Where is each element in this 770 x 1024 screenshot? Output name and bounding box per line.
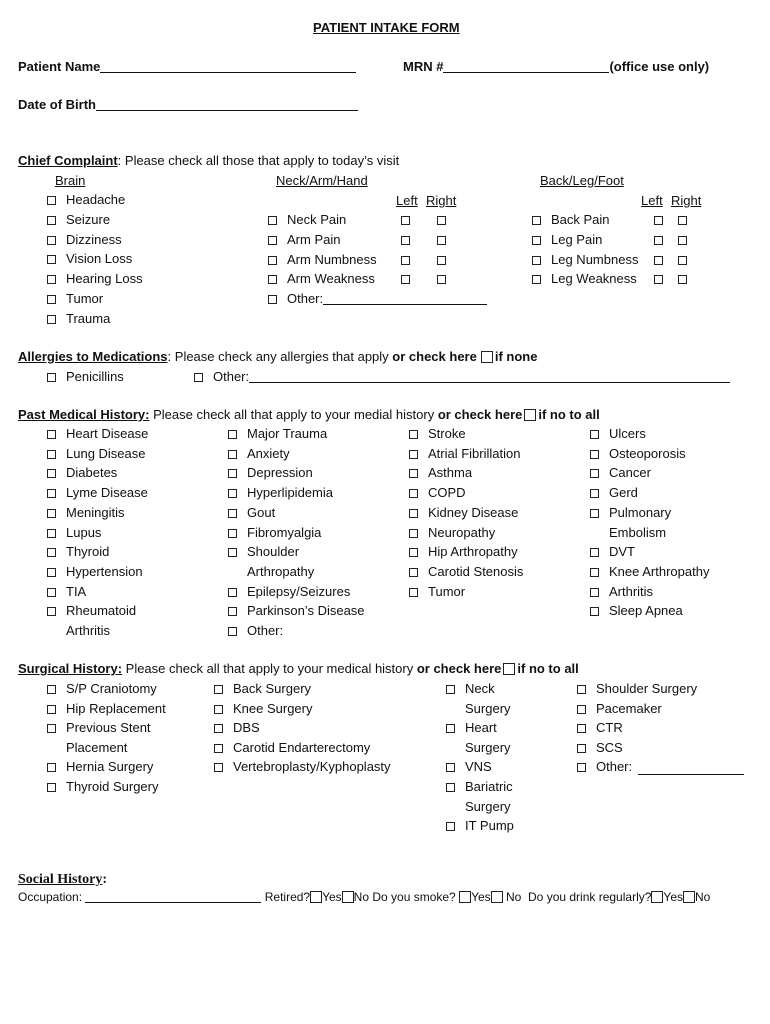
item-label: Headache	[66, 192, 126, 207]
pmh-item[interactable]	[47, 505, 125, 521]
checkbox[interactable]	[409, 588, 418, 597]
side-checkbox[interactable]	[678, 236, 687, 245]
item-label: Depression	[247, 465, 313, 481]
surgical-item[interactable]	[577, 701, 662, 717]
item-label: TIA	[66, 583, 87, 599]
item-label: Shoulder Surgery	[596, 681, 698, 696]
checkbox[interactable]	[590, 548, 599, 557]
item-label: Hernia Surgery	[66, 759, 154, 775]
checkbox[interactable]	[409, 450, 418, 459]
drink-no-checkbox[interactable]	[683, 891, 695, 903]
pmh-item[interactable]	[228, 544, 299, 560]
checkbox[interactable]	[214, 724, 223, 733]
checkbox[interactable]	[228, 469, 237, 478]
surgical-none-checkbox[interactable]	[503, 663, 515, 675]
item-label: Gout	[247, 504, 276, 520]
neck-item[interactable]	[268, 271, 375, 287]
checkbox[interactable]	[47, 295, 56, 304]
item-label: Arthritis	[66, 623, 111, 638]
item-label: Heart	[465, 720, 497, 736]
brain-item[interactable]	[47, 311, 110, 327]
pmh-item[interactable]	[590, 426, 646, 442]
pmh-item[interactable]	[228, 426, 327, 442]
surgical-item[interactable]	[214, 681, 311, 697]
form-title: PATIENT INTAKE FORM	[313, 20, 460, 35]
pmh-item[interactable]	[228, 505, 275, 521]
item-label: Lung Disease	[66, 445, 146, 461]
item-label: DVT	[609, 544, 635, 560]
pmh-item[interactable]	[228, 584, 350, 600]
checkbox[interactable]	[228, 450, 237, 459]
checkbox[interactable]	[47, 236, 56, 245]
pmh-item[interactable]	[47, 603, 136, 619]
surgical-item[interactable]	[446, 779, 513, 795]
item-label: Leg Weakness	[551, 271, 637, 287]
pmh-item	[228, 564, 314, 580]
pmh-item[interactable]	[590, 544, 635, 560]
checkbox[interactable]	[47, 548, 56, 557]
pmh-item[interactable]	[409, 426, 466, 442]
mrn-field[interactable]: MRN # (office use only)	[403, 59, 710, 74]
item-label: Stroke	[428, 426, 466, 441]
surgical-item	[446, 701, 511, 717]
item-label: Fibromyalgia	[247, 524, 322, 540]
side-checkbox[interactable]	[437, 275, 446, 284]
checkbox[interactable]	[268, 295, 277, 304]
item-label: Arthritis	[609, 583, 654, 599]
checkbox[interactable]	[47, 275, 56, 284]
neck-right-header: Right	[426, 193, 457, 208]
surgical-item[interactable]	[446, 681, 495, 697]
checkbox[interactable]	[214, 685, 223, 694]
item-label: Asthma	[428, 465, 473, 481]
pmh-item[interactable]	[590, 564, 709, 580]
brain-item[interactable]	[47, 291, 103, 307]
allergies-none-checkbox[interactable]	[481, 351, 493, 363]
item-label: Pulmonary	[609, 504, 672, 520]
checkbox[interactable]	[214, 763, 223, 772]
checkbox[interactable]	[590, 509, 599, 518]
back-item[interactable]	[532, 271, 637, 287]
item-label: COPD	[428, 485, 466, 501]
brain-item[interactable]	[47, 212, 110, 228]
checkbox[interactable]	[409, 548, 418, 557]
back-left-header: Left	[641, 193, 663, 208]
checkbox[interactable]	[47, 529, 56, 538]
item-label: Tumor	[428, 583, 466, 599]
item-label: Heart Disease	[66, 426, 149, 441]
checkbox[interactable]	[47, 568, 56, 577]
checkbox[interactable]	[577, 724, 586, 733]
item-label: Epilepsy/Seizures	[247, 583, 351, 599]
pmh-item[interactable]	[409, 465, 472, 481]
item-label: Arm Numbness	[287, 251, 377, 267]
checkbox[interactable]	[268, 275, 277, 284]
item-label: Arthropathy	[247, 563, 315, 579]
item-label: Surgery	[465, 739, 511, 755]
neck-left-header: Left	[396, 193, 418, 208]
item-label: Hyperlipidemia	[247, 485, 333, 501]
pmh-item[interactable]	[47, 525, 101, 541]
side-checkbox[interactable]	[401, 216, 410, 225]
item-label: Hearing Loss	[66, 271, 143, 287]
back-header: Back/Leg/Foot	[540, 173, 624, 188]
pmh-item[interactable]	[47, 485, 148, 501]
checkbox[interactable]	[590, 430, 599, 439]
checkbox[interactable]	[590, 450, 599, 459]
checkbox[interactable]	[268, 216, 277, 225]
checkbox[interactable]	[409, 430, 418, 439]
item-label: Anxiety	[247, 445, 290, 461]
item-label: Atrial Fibrillation	[428, 445, 521, 461]
item-label: Placement	[66, 739, 128, 755]
pmh-item[interactable]	[47, 446, 146, 462]
checkbox[interactable]	[47, 607, 56, 616]
item-label: Back Surgery	[233, 681, 312, 696]
checkbox[interactable]	[268, 256, 277, 265]
surgical-item[interactable]	[577, 740, 623, 756]
checkbox[interactable]	[532, 256, 541, 265]
checkbox[interactable]	[228, 588, 237, 597]
item-label: Rheumatoid	[66, 603, 137, 619]
checkbox[interactable]	[47, 315, 56, 324]
smoke-no-checkbox[interactable]	[491, 891, 503, 903]
brain-item[interactable]	[47, 232, 122, 248]
brain-item[interactable]	[47, 251, 132, 267]
side-checkbox[interactable]	[654, 256, 663, 265]
item-label: Hip Arthropathy	[428, 544, 518, 560]
item-label: Arm Weakness	[287, 271, 375, 287]
pmh-item[interactable]	[409, 544, 518, 560]
item-label: Meningitis	[66, 504, 125, 520]
item-label: Trauma	[66, 310, 111, 326]
pmh-item[interactable]	[409, 525, 495, 541]
pmh-item[interactable]	[409, 584, 465, 600]
surgical-item[interactable]	[47, 779, 158, 795]
checkbox[interactable]	[532, 275, 541, 284]
checkbox[interactable]	[409, 568, 418, 577]
social-row: Occupation: Retired? Yes No Do you smoke? Yes No Do you drink regularly? Yes No	[18, 890, 711, 904]
surgical-item	[446, 799, 511, 815]
back-right-header: Right	[671, 193, 702, 208]
checkbox[interactable]	[228, 430, 237, 439]
checkbox[interactable]	[590, 568, 599, 577]
checkbox[interactable]	[446, 783, 455, 792]
surgical-item[interactable]	[446, 720, 497, 736]
checkbox[interactable]	[228, 607, 237, 616]
neck-item[interactable]	[268, 252, 377, 268]
checkbox[interactable]	[47, 216, 56, 225]
item-label: Surgery	[465, 700, 511, 716]
side-checkbox[interactable]	[678, 275, 687, 284]
pmh-none-checkbox[interactable]	[524, 409, 536, 421]
patient-name-field[interactable]: Patient Name	[18, 59, 356, 75]
item-label: CTR	[596, 720, 623, 736]
pmh-item[interactable]	[228, 465, 313, 481]
item-label: Hip Replacement	[66, 700, 166, 716]
pmh-heading: Past Medical History: Please check all that apply to your medial history or check here if no to all	[18, 407, 600, 422]
surgical-item[interactable]	[446, 759, 492, 775]
item-label: Sleep Apnea	[609, 603, 683, 619]
checkbox[interactable]	[228, 509, 237, 518]
item-label: Vertebroplasty/Kyphoplasty	[233, 759, 391, 775]
social-heading: Social History:	[18, 872, 108, 887]
checkbox[interactable]	[409, 509, 418, 518]
checkbox[interactable]	[228, 548, 237, 557]
pmh-item[interactable]	[409, 505, 518, 521]
checkbox[interactable]	[47, 469, 56, 478]
side-checkbox[interactable]	[437, 236, 446, 245]
brain-header: Brain	[55, 173, 86, 188]
checkbox[interactable]	[228, 489, 237, 498]
item-label: Major Trauma	[247, 426, 328, 441]
retired-yes-checkbox[interactable]	[310, 891, 322, 903]
checkbox[interactable]	[47, 430, 56, 439]
occupation-field[interactable]	[85, 890, 261, 903]
item-label: Other:	[596, 759, 633, 775]
pmh-item[interactable]	[228, 446, 290, 462]
pmh-item[interactable]	[47, 426, 148, 442]
pmh-item[interactable]	[590, 465, 651, 481]
side-checkbox[interactable]	[437, 216, 446, 225]
item-label: Other:	[247, 623, 284, 638]
retired-no-checkbox[interactable]	[342, 891, 354, 903]
checkbox[interactable]	[409, 469, 418, 478]
side-checkbox[interactable]	[654, 236, 663, 245]
pmh-item[interactable]	[590, 584, 653, 600]
item-label: S/P Craniotomy	[66, 681, 157, 696]
brain-item[interactable]	[47, 271, 143, 287]
item-label: Knee Arthropathy	[609, 563, 710, 579]
checkbox[interactable]	[47, 196, 56, 205]
checkbox[interactable]	[577, 705, 586, 714]
allergy-other[interactable]: Other:	[194, 369, 730, 385]
side-checkbox[interactable]	[654, 216, 663, 225]
checkbox[interactable]	[47, 450, 56, 459]
side-checkbox[interactable]	[678, 256, 687, 265]
checkbox[interactable]	[47, 373, 56, 382]
item-label: Neck	[465, 681, 495, 696]
checkbox[interactable]	[590, 489, 599, 498]
surgical-item[interactable]	[47, 759, 153, 775]
item-label: Hypertension	[66, 563, 143, 579]
pmh-item[interactable]	[47, 544, 109, 560]
pmh-item	[47, 623, 110, 639]
pmh-item[interactable]	[228, 485, 333, 501]
item-label: Leg Pain	[551, 231, 603, 247]
pmh-item[interactable]	[590, 485, 638, 501]
checkbox[interactable]	[228, 529, 237, 538]
item-label: Diabetes	[66, 465, 118, 481]
allergy-penicillins[interactable]: Penicillins	[47, 369, 124, 385]
side-checkbox[interactable]	[401, 236, 410, 245]
item-label: DBS	[233, 720, 260, 736]
surgical-item[interactable]	[577, 681, 697, 697]
item-label: Carotid Stenosis	[428, 563, 524, 579]
item-label: Previous Stent	[66, 720, 151, 736]
checkbox[interactable]	[228, 627, 237, 636]
brain-item[interactable]	[47, 192, 125, 208]
side-checkbox[interactable]	[678, 216, 687, 225]
pmh-item[interactable]	[47, 465, 117, 481]
pmh-item[interactable]	[228, 525, 321, 541]
neck-item[interactable]	[268, 232, 340, 248]
dob-field[interactable]: Date of Birth	[18, 97, 358, 113]
item-label: Ulcers	[609, 426, 646, 441]
pmh-item[interactable]	[590, 446, 686, 462]
pmh-item[interactable]	[409, 446, 520, 462]
item-label: Lyme Disease	[66, 485, 148, 501]
pmh-item[interactable]	[590, 603, 683, 619]
checkbox[interactable]	[214, 744, 223, 753]
checkbox[interactable]	[47, 724, 56, 733]
surgical-item[interactable]	[446, 818, 514, 834]
checkbox[interactable]	[590, 469, 599, 478]
checkbox[interactable]	[446, 724, 455, 733]
side-checkbox[interactable]	[401, 256, 410, 265]
surgical-item[interactable]	[214, 759, 391, 775]
neck-item[interactable]	[268, 212, 346, 228]
pmh-item[interactable]	[228, 603, 365, 619]
item-label: Neuropathy	[428, 524, 496, 540]
chief-complaint-heading: Chief Complaint: Please check all those that apply to today’s visit	[18, 153, 400, 168]
back-item[interactable]	[532, 212, 610, 228]
checkbox[interactable]	[47, 705, 56, 714]
item-label: Thyroid Surgery	[66, 779, 159, 794]
checkbox[interactable]	[446, 763, 455, 772]
checkbox[interactable]	[214, 705, 223, 714]
surgical-item[interactable]	[214, 740, 370, 756]
surgical-item[interactable]	[47, 681, 157, 697]
item-label: Tumor	[66, 291, 104, 306]
checkbox[interactable]	[590, 588, 599, 597]
item-label: Bariatric	[465, 779, 513, 794]
item-label: Embolism	[609, 524, 667, 540]
item-label: Surgery	[465, 798, 511, 814]
item-label: IT Pump	[465, 818, 514, 834]
smoke-yes-checkbox[interactable]	[459, 891, 471, 903]
pmh-item[interactable]	[409, 564, 523, 580]
checkbox[interactable]	[47, 509, 56, 518]
item-label: Carotid Endarterectomy	[233, 739, 371, 755]
item-label: Osteoporosis	[609, 445, 686, 461]
checkbox[interactable]	[47, 783, 56, 792]
pmh-item[interactable]	[590, 505, 671, 521]
item-label: Leg Numbness	[551, 251, 639, 267]
pmh-item[interactable]	[409, 485, 466, 501]
item-label: Dizziness	[66, 231, 122, 247]
back-item[interactable]	[532, 252, 638, 268]
item-label: Seizure	[66, 211, 111, 227]
checkbox[interactable]	[47, 255, 56, 264]
item-label: Arm Pain	[287, 231, 341, 247]
checkbox[interactable]	[194, 373, 203, 382]
item-label: Vision Loss	[66, 251, 133, 267]
neck-header: Neck/Arm/Hand	[276, 173, 368, 188]
checkbox[interactable]	[577, 685, 586, 694]
checkbox[interactable]	[47, 763, 56, 772]
surgical-item[interactable]	[577, 720, 623, 736]
checkbox[interactable]	[409, 529, 418, 538]
item-label: Parkinson’s Disease	[247, 603, 365, 619]
checkbox[interactable]	[409, 489, 418, 498]
checkbox[interactable]	[47, 685, 56, 694]
pmh-item	[590, 525, 666, 541]
item-label: Back Pain	[551, 212, 610, 227]
checkbox[interactable]	[268, 236, 277, 245]
item-label: VNS	[465, 759, 492, 775]
surgical-other-line[interactable]	[577, 761, 744, 777]
checkbox[interactable]	[577, 744, 586, 753]
side-checkbox[interactable]	[437, 256, 446, 265]
surgical-item[interactable]	[47, 701, 166, 717]
item-label: Kidney Disease	[428, 504, 519, 520]
chief-other-field[interactable]: Other:	[268, 291, 487, 307]
side-checkbox[interactable]	[401, 275, 410, 284]
item-label: Cancer	[609, 465, 651, 481]
checkbox[interactable]	[446, 822, 455, 831]
surgical-item	[446, 740, 511, 756]
drink-yes-checkbox[interactable]	[651, 891, 663, 903]
checkbox[interactable]	[47, 489, 56, 498]
checkbox[interactable]	[47, 588, 56, 597]
item-label: Knee Surgery	[233, 700, 313, 716]
item-label: Pacemaker	[596, 700, 662, 716]
surgical-item[interactable]	[214, 701, 313, 717]
item-label: Lupus	[66, 524, 102, 540]
checkbox[interactable]	[532, 236, 541, 245]
surgical-item[interactable]	[214, 720, 260, 736]
item-label: Shoulder	[247, 544, 300, 560]
surgical-item	[47, 740, 127, 756]
checkbox[interactable]	[590, 607, 599, 616]
pmh-item[interactable]	[47, 564, 143, 580]
side-checkbox[interactable]	[654, 275, 663, 284]
pmh-item[interactable]	[47, 584, 86, 600]
allergies-heading: Allergies to Medications: Please check any allergies that apply or check here if none	[18, 349, 538, 364]
back-item[interactable]	[532, 232, 602, 248]
surgical-item[interactable]	[47, 720, 151, 736]
pmh-item[interactable]	[228, 623, 283, 639]
item-label: SCS	[596, 739, 623, 755]
checkbox[interactable]	[532, 216, 541, 225]
item-label: Gerd	[609, 485, 638, 501]
checkbox[interactable]	[446, 685, 455, 694]
surgical-heading: Surgical History: Please check all that apply to your medical history or check here if no to all	[18, 661, 579, 676]
item-label: Neck Pain	[287, 212, 347, 227]
item-label: Thyroid	[66, 544, 110, 560]
